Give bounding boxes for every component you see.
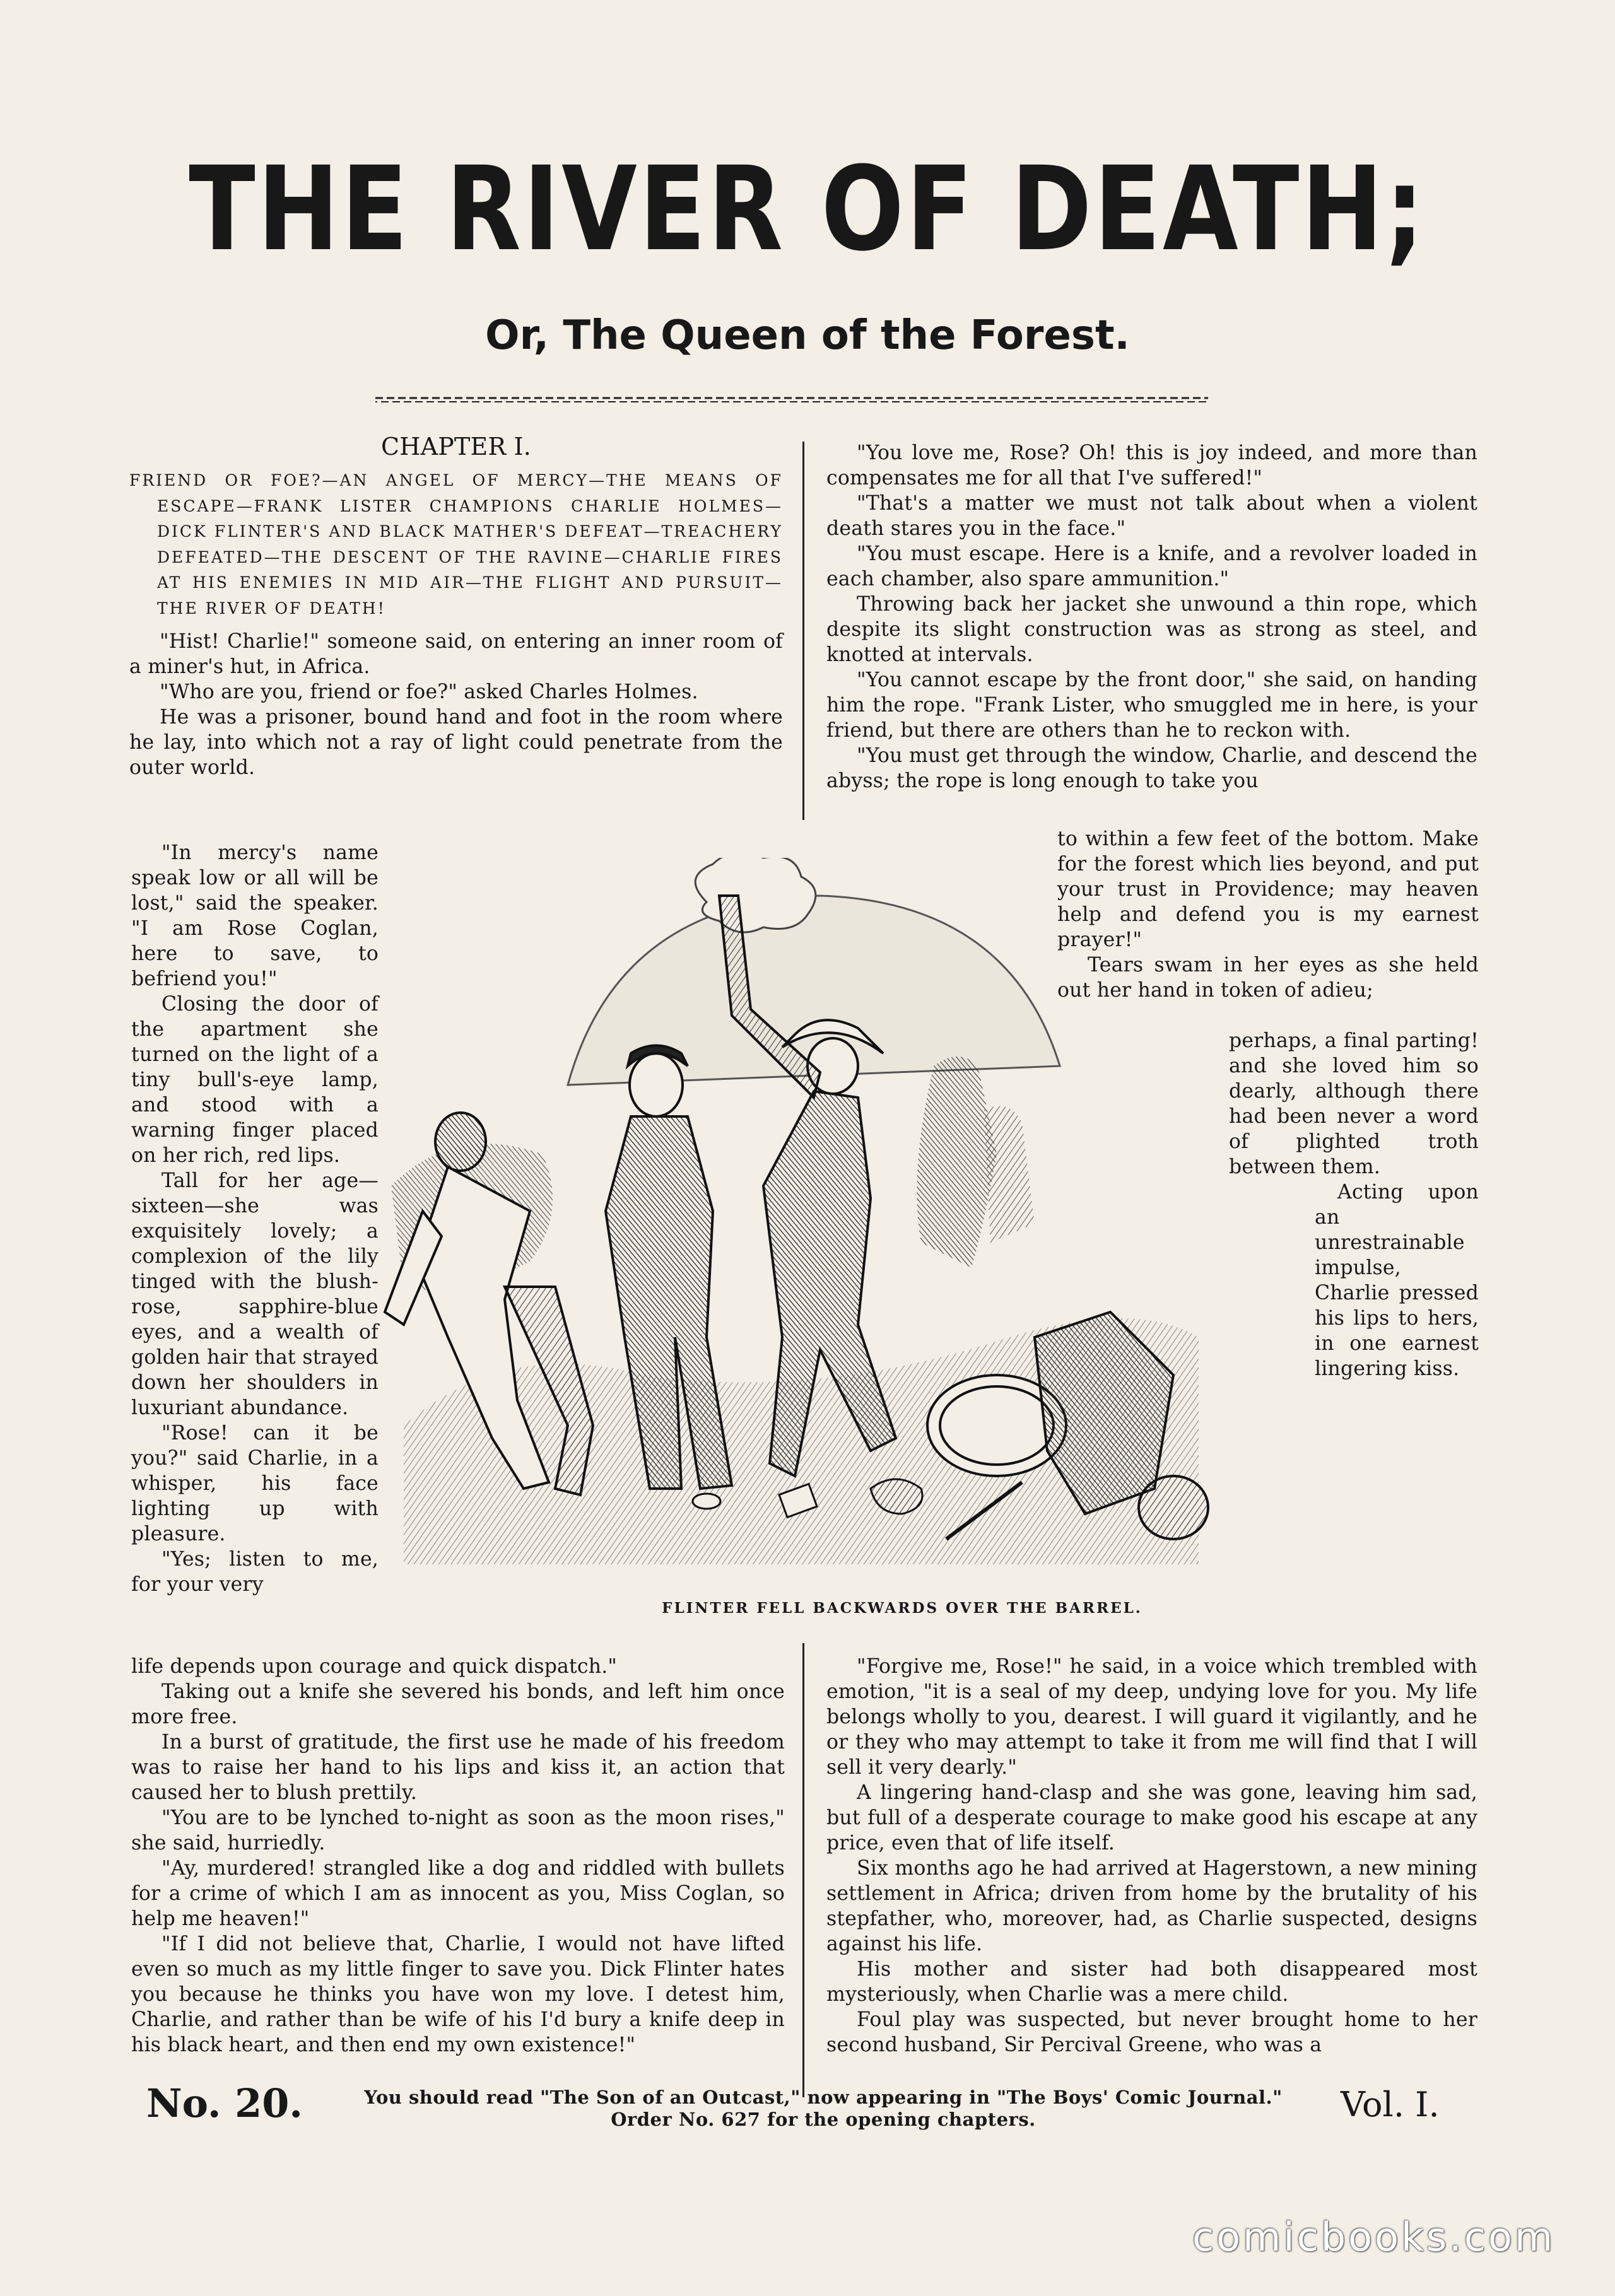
column-rule-top	[802, 442, 804, 820]
left-column-narrow	[131, 840, 379, 1597]
paragraph: "Who are you, friend or foe?" asked Charles Holmes.	[160, 681, 698, 703]
paragraph: "Hist! Charlie!" someone said, on entering an inner room of a miner's hut, in Africa.	[129, 630, 783, 678]
page-title: THE RIVER OF DEATH;	[189, 142, 1426, 277]
paragraph: His mother and sister had both disappeared most mysteriously, when Charlie was a mere child.	[826, 1958, 1477, 2006]
right-column-narrow	[1229, 1028, 1479, 1180]
paragraph: "Forgive me, Rose!" he said, in a voice which trembled with emotion, "it is a seal of my deep, undying love for you. My life belongs wholly to you, dearest. I will guard it vigilantly, and he or they who may attempt to take it from me will find that I will sell it very dearly."	[826, 1655, 1477, 1779]
paragraph: "Rose! can it be you?" said Charlie, in a whisper, his face lighting up with pleasure.	[131, 1422, 379, 1545]
issue-number: No. 20.	[146, 2080, 303, 2126]
paragraph: "You love me, Rose? Oh! this is joy indeed, and more than compensates me for all that I've suffered!"	[826, 442, 1477, 489]
paragraph: "Yes; listen to me, for your very	[131, 1548, 379, 1596]
paragraph: Acting upon an unrestrainable impulse, Charlie pressed his lips to hers, in one earnest lingering kiss.	[1315, 1181, 1479, 1380]
left-column-top	[129, 434, 783, 780]
chapter-synopsis: FRIEND OR FOE?—AN ANGEL OF MERCY—THE MEANS OF ESCAPE—FRANK LISTER CHAMPIONS CHARLIE HOLMES—DICK FLINTER'S AND BLACK MATHER'S DEFEAT—TREACHERY DEFEATED—THE DESCENT OF THE RAVINE—CHARLIE FIRES AT HIS ENEMIES IN MID AIR—THE FLIGHT AND PURSUIT—THE RIVER OF DEATH!	[129, 471, 783, 618]
paragraph: "In mercy's name speak low or all will be lost," said the speaker. "I am Rose Coglan, here to save, to befriend you!"	[131, 841, 379, 990]
paragraph: Taking out a knife she severed his bonds, and left him once more free.	[131, 1680, 785, 1728]
paragraph: In a burst of gratitude, the first use he made of his freedom was to raise her hand to his lips and kiss it, an action that caused her to blush prettily.	[131, 1731, 785, 1804]
left-column-bottom	[131, 1654, 785, 2058]
paragraph: Closing the door of the apartment she turned on the light of a tiny bull's-eye lamp, and stood with a warning finger placed on her rich, red lips.	[131, 993, 379, 1167]
paragraph: "If I did not believe that, Charlie, I would not have lifted even so much as my little finger to save you. Dick Flinter hates you because he thinks you have won my love. I detest him, Charlie, and rather than be wife of his I'd bury a knife deep in his black heart, and then end my own existence!"	[131, 1933, 785, 2056]
dashed-rule	[375, 396, 1208, 404]
chapter-heading: CHAPTER I.	[380, 433, 532, 460]
page-subtitle: Or, The Queen of the Forest.	[485, 312, 1130, 359]
paragraph: "You must escape. Here is a knife, and a revolver loaded in each chamber, also spare ammunition."	[826, 542, 1477, 590]
paragraph: Six months ago he had arrived at Hagerstown, a new mining settlement in Africa; driven from home by the brutality of his stepfather, who, moreover, had, as Charlie suspected, designs against his life.	[826, 1857, 1477, 1955]
footer-note: You should read "The Son of an Outcast," now appearing in "The Boys' Comic Journal." Order No. 627 for the opening chapters.	[364, 2087, 1283, 2130]
paragraph: "You must get through the window, Charlie, and descend the abyss; the rope is long enough to take you	[826, 744, 1477, 792]
paragraph: "You cannot escape by the front door," she said, on handing him the rope. "Frank Lister, who smuggled me in here, is your friend, but there are others than he to reckon with.	[826, 669, 1477, 742]
paragraph: to within a few feet of the bottom. Make for the forest which lies beyond, and put your trust in Providence; may heaven help and defend you is my earnest prayer!"	[1057, 828, 1479, 951]
paragraph: Throwing back her jacket she unwound a thin rope, which despite its slight construction was as strong as steel, and knotted at intervals.	[826, 593, 1477, 666]
right-column-narrow-2	[1315, 1180, 1479, 1381]
paragraph: life depends upon courage and quick dispatch."	[131, 1655, 618, 1678]
watermark: comicbooks.com	[1192, 2214, 1556, 2260]
paragraph: He was a prisoner, bound hand and foot in the room where he lay, into which not a ray of light could penetrate from the outer world.	[129, 706, 783, 779]
right-column-top	[826, 440, 1477, 794]
paragraph: "Ay, murdered! strangled like a dog and riddled with bullets for a crime of which I am as innocent as you, Miss Coglan, so help me heaven!"	[131, 1857, 785, 1930]
volume-label: Vol. I.	[1341, 2085, 1440, 2124]
right-column-bottom	[826, 1654, 1477, 2058]
paragraph: Tears swam in her eyes as she held out her hand in token of adieu;	[1057, 954, 1479, 1002]
paragraph: perhaps, a final parting! and she loved him so dearly, although there had been never a word of plighted troth between them.	[1229, 1029, 1479, 1178]
paragraph: Tall for her age—sixteen—she was exquisitely lovely; a complexion of the lily tinged with the blush-rose, sapphire-blue eyes, and a wealth of golden hair that strayed down her shoulders in luxuriant abundance.	[131, 1169, 379, 1419]
illustration-caption: FLINTER FELL BACKWARDS OVER THE BARREL.	[662, 1600, 1142, 1617]
paragraph: A lingering hand-clasp and she was gone, leaving him sad, but full of a desperate courage to make good his escape at any price, even that of life itself.	[826, 1781, 1477, 1854]
paragraph: Foul play was suspected, but never brought home to her second husband, Sir Percival Greene, who was a	[826, 2008, 1477, 2056]
paragraph: "That's a matter we must not talk about when a violent death stares you in the face."	[826, 492, 1477, 540]
paragraph: "You are to be lynched to-night as soon as the moon rises," she said, hurriedly.	[131, 1807, 785, 1854]
column-rule-bottom	[802, 1643, 804, 2097]
story-illustration	[379, 858, 1211, 1583]
